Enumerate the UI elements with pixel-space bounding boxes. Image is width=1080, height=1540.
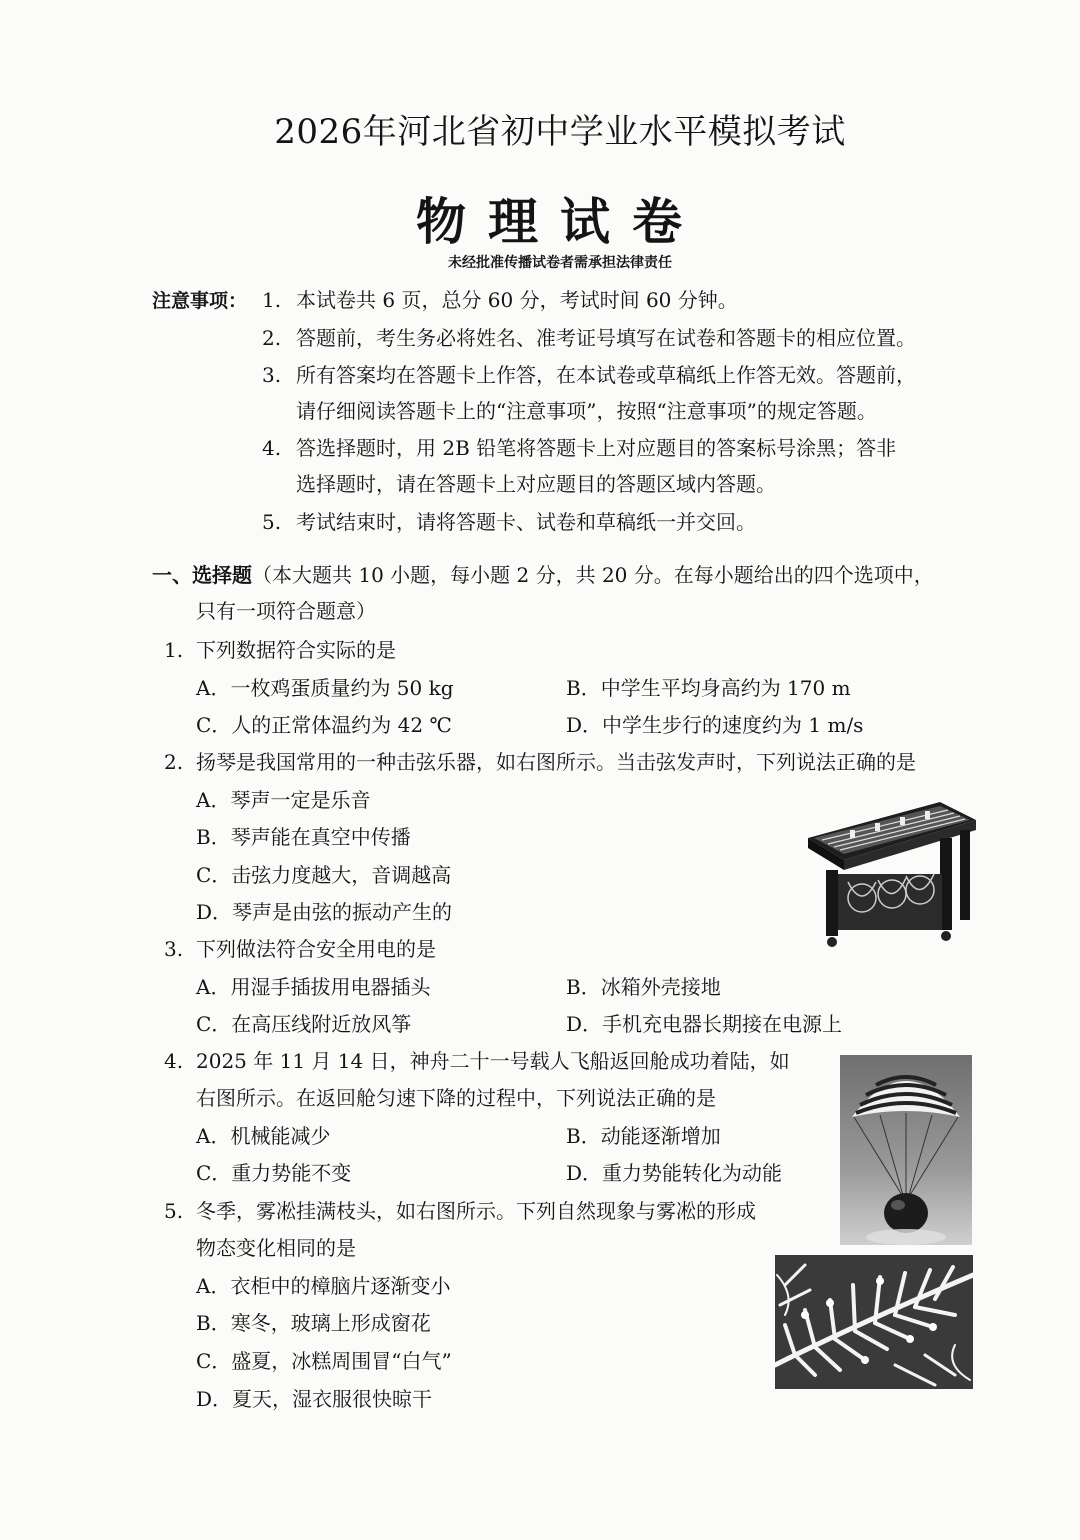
q3-number: 3.: [164, 937, 184, 961]
rime-frost-photo: [775, 1255, 973, 1389]
notice-text-4b: 选择题时，请在答题卡上对应题目的答题区域内答题。: [296, 472, 776, 496]
q1-stem: 下列数据符合实际的是: [196, 638, 396, 662]
q5-option-c: C．盛夏，冰糕周围冒“白气”: [196, 1349, 452, 1373]
q3-stem: 下列做法符合安全用电的是: [196, 937, 436, 961]
notice-num-3: 3.: [262, 363, 282, 387]
q5-option-b: B．寒冬，玻璃上形成窗花: [196, 1311, 431, 1335]
section-heading: [152, 561, 934, 589]
q5-stem-1: 冬季，雾凇挂满枝头，如右图所示。下列自然现象与雾凇的形成: [196, 1199, 756, 1223]
return-capsule-photo: [840, 1055, 972, 1245]
notice-text-2: 答题前，考生务必将姓名、准考证号填写在试卷和答题卡的相应位置。: [296, 326, 916, 350]
q4-number: 4.: [164, 1049, 184, 1073]
q1-option-c: C．人的正常体温约为 42 ℃: [196, 713, 452, 737]
q5-stem-2: 物态变化相同的是: [196, 1236, 356, 1260]
q4-option-b: B．动能逐渐增加: [566, 1124, 721, 1148]
yangqin-figure: [800, 790, 980, 955]
notice-text-4a: 答选择题时，用 2B 铅笔将答题卡上对应题目的答案标号涂黑；答非: [296, 436, 897, 460]
q4-stem-1: 2025 年 11 月 14 日，神舟二十一号载人飞船返回舱成功着陆，如: [196, 1049, 790, 1073]
exam-title: 2026年河北省初中学业水平模拟考试: [274, 112, 846, 152]
copyright-notice: 未经批准传播试卷者需承担法律责任: [448, 255, 672, 271]
notice-text-1: 本试卷共 6 页，总分 60 分，考试时间 60 分钟。: [296, 288, 738, 312]
q4-option-d: D．重力势能转化为动能: [566, 1161, 783, 1185]
q2-option-d: D．琴声是由弦的振动产生的: [196, 900, 453, 924]
q4-option-c: C．重力势能不变: [196, 1161, 352, 1185]
notice-num-2: 2.: [262, 326, 282, 350]
q2-stem: 扬琴是我国常用的一种击弦乐器，如右图所示。当击弦发声时，下列说法正确的是: [196, 750, 916, 774]
notice-num-5: 5.: [262, 510, 282, 534]
notice-text-3a: 所有答案均在答题卡上作答，在本试卷或草稿纸上作答无效。答题前，: [296, 363, 916, 387]
q3-option-a: A．用湿手插拔用电器插头: [196, 975, 431, 999]
q5-option-d: D．夏天，湿衣服很快晾干: [196, 1387, 433, 1411]
q2-option-b: B．琴声能在真空中传播: [196, 825, 411, 849]
q2-number: 2.: [164, 750, 184, 774]
notice-text-3b: 请仔细阅读答题卡上的“注意事项”，按照“注意事项”的规定答题。: [296, 399, 877, 423]
q3-option-b: B．冰箱外壳接地: [566, 975, 721, 999]
notice-num-4: 4.: [262, 436, 282, 460]
q4-option-a: A．机械能减少: [196, 1124, 331, 1148]
notice-text-5: 考试结束时，请将答题卡、试卷和草稿纸一并交回。: [296, 510, 756, 534]
q5-option-a: A．衣柜中的樟脑片逐渐变小: [196, 1274, 451, 1298]
section-description-2: 只有一项符合题意）: [196, 599, 376, 623]
section-title: 一、选择题: [152, 563, 252, 587]
notice-label: 注意事项：: [152, 290, 248, 312]
q5-number: 5.: [164, 1199, 184, 1223]
q3-option-c: C．在高压线附近放风筝: [196, 1012, 412, 1036]
q1-option-a: A．一枚鸡蛋质量约为 50 kg: [196, 676, 454, 700]
q3-option-d: D．手机充电器长期接在电源上: [566, 1012, 843, 1036]
q2-option-a: A．琴声一定是乐音: [196, 788, 371, 812]
notice-num-1: 1.: [262, 288, 282, 312]
q1-option-b: B．中学生平均身高约为 170 m: [566, 676, 851, 700]
q2-option-c: C．击弦力度越大，音调越高: [196, 863, 452, 887]
q1-option-d: D．中学生步行的速度约为 1 m/s: [566, 713, 864, 737]
subject-title: 物理试卷: [416, 193, 704, 251]
section-description: （本大题共 10 小题，每小题 2 分，共 20 分。在每小题给出的四个选项中，: [252, 563, 934, 587]
q1-number: 1.: [164, 638, 184, 662]
q4-stem-2: 右图所示。在返回舱匀速下降的过程中，下列说法正确的是: [196, 1086, 716, 1110]
